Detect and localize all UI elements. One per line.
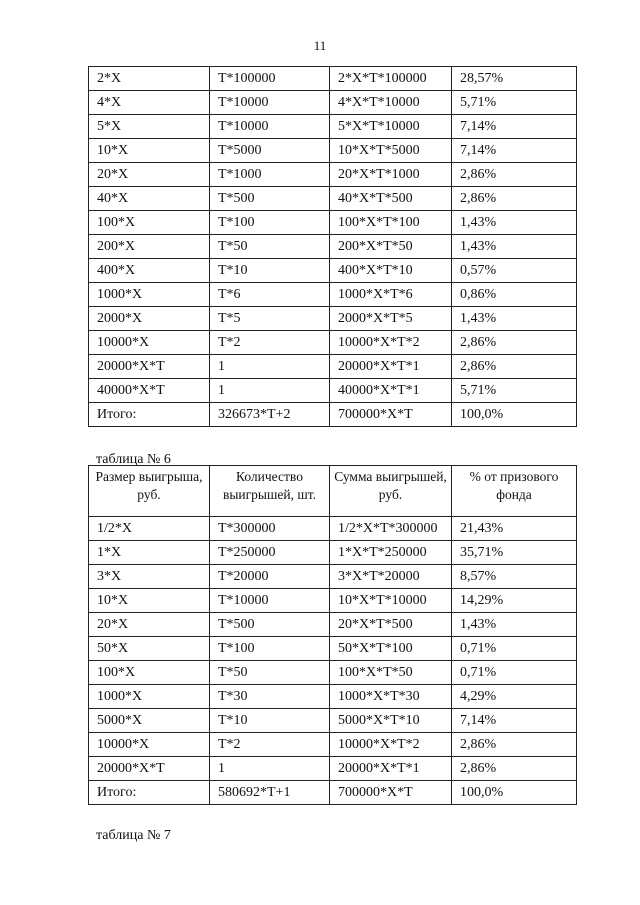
cell-prize-sum: 20*X*T*500 xyxy=(330,613,452,637)
table-row xyxy=(89,781,577,805)
cell-fund-percent: 0,71% xyxy=(452,637,577,661)
cell-prize-size: 10*X xyxy=(89,139,210,163)
cell-fund-percent: 21,43% xyxy=(452,517,577,541)
cell-prize-sum: 700000*X*T xyxy=(330,781,452,805)
table-row xyxy=(89,307,577,331)
cell-prize-size: Итого: xyxy=(89,403,210,427)
column-header-prize-size: Размер выигрыша, руб. xyxy=(89,466,210,517)
cell-prize-sum: 20*X*T*1000 xyxy=(330,163,452,187)
cell-fund-percent: 7,14% xyxy=(452,709,577,733)
table-row xyxy=(89,685,577,709)
cell-prize-count: T*50 xyxy=(210,235,330,259)
table-row xyxy=(89,259,577,283)
cell-prize-sum: 10*X*T*10000 xyxy=(330,589,452,613)
column-header-fund-percent: % от призового фонда xyxy=(452,466,577,517)
cell-fund-percent: 2,86% xyxy=(452,331,577,355)
cell-prize-sum: 10000*X*T*2 xyxy=(330,331,452,355)
cell-prize-size: 1000*X xyxy=(89,283,210,307)
table-row xyxy=(89,67,577,91)
cell-prize-size: 100*X xyxy=(89,211,210,235)
cell-prize-sum: 2000*X*T*5 xyxy=(330,307,452,331)
cell-prize-count: 1 xyxy=(210,355,330,379)
cell-fund-percent: 8,57% xyxy=(452,565,577,589)
cell-prize-sum: 50*X*T*100 xyxy=(330,637,452,661)
cell-prize-size: 20*X xyxy=(89,163,210,187)
cell-prize-sum: 100*X*T*50 xyxy=(330,661,452,685)
table-row xyxy=(89,637,577,661)
cell-prize-sum: 10*X*T*5000 xyxy=(330,139,452,163)
table-row xyxy=(89,541,577,565)
cell-fund-percent: 1,43% xyxy=(452,613,577,637)
cell-prize-count: T*10 xyxy=(210,259,330,283)
cell-prize-sum: 200*X*T*50 xyxy=(330,235,452,259)
cell-prize-sum: 40*X*T*500 xyxy=(330,187,452,211)
cell-prize-count: 1 xyxy=(210,757,330,781)
table-row xyxy=(89,517,577,541)
table-row xyxy=(89,403,577,427)
cell-prize-size: 5*X xyxy=(89,115,210,139)
cell-prize-count: 1 xyxy=(210,379,330,403)
table-row xyxy=(89,379,577,403)
cell-prize-count: T*20000 xyxy=(210,565,330,589)
cell-prize-count: T*2 xyxy=(210,331,330,355)
table-row xyxy=(89,613,577,637)
table-row xyxy=(89,139,577,163)
cell-prize-sum: 20000*X*T*1 xyxy=(330,757,452,781)
cell-fund-percent: 5,71% xyxy=(452,91,577,115)
cell-prize-count: T*500 xyxy=(210,613,330,637)
prize-table-continued-body xyxy=(89,67,577,427)
cell-prize-sum: 3*X*T*20000 xyxy=(330,565,452,589)
cell-fund-percent: 7,14% xyxy=(452,115,577,139)
cell-fund-percent: 0,57% xyxy=(452,259,577,283)
cell-prize-size: 50*X xyxy=(89,637,210,661)
cell-prize-count: T*10000 xyxy=(210,589,330,613)
cell-prize-size: 200*X xyxy=(89,235,210,259)
cell-prize-size: 10000*X xyxy=(89,331,210,355)
cell-prize-count: T*5000 xyxy=(210,139,330,163)
cell-prize-size: Итого: xyxy=(89,781,210,805)
cell-prize-count: T*2 xyxy=(210,733,330,757)
cell-prize-size: 100*X xyxy=(89,661,210,685)
cell-prize-count: T*250000 xyxy=(210,541,330,565)
table-row xyxy=(89,757,577,781)
table-row xyxy=(89,355,577,379)
table-row xyxy=(89,709,577,733)
prize-table-6 xyxy=(88,465,577,805)
table-row xyxy=(89,661,577,685)
cell-prize-size: 20000*X*T xyxy=(89,757,210,781)
table-row xyxy=(89,283,577,307)
cell-prize-count: 326673*T+2 xyxy=(210,403,330,427)
table-row xyxy=(89,589,577,613)
cell-prize-size: 10*X xyxy=(89,589,210,613)
cell-prize-sum: 5*X*T*10000 xyxy=(330,115,452,139)
cell-fund-percent: 100,0% xyxy=(452,403,577,427)
cell-prize-count: T*30 xyxy=(210,685,330,709)
cell-prize-count: T*10000 xyxy=(210,115,330,139)
cell-prize-size: 5000*X xyxy=(89,709,210,733)
cell-prize-sum: 400*X*T*10 xyxy=(330,259,452,283)
cell-prize-size: 2*X xyxy=(89,67,210,91)
cell-prize-size: 1/2*X xyxy=(89,517,210,541)
cell-prize-count: T*10 xyxy=(210,709,330,733)
table-row xyxy=(89,235,577,259)
page-number: 11 xyxy=(313,38,327,53)
cell-prize-sum: 1/2*X*T*300000 xyxy=(330,517,452,541)
cell-prize-sum: 1000*X*T*6 xyxy=(330,283,452,307)
cell-prize-size: 1*X xyxy=(89,541,210,565)
table-6-caption: таблица № 6 xyxy=(96,452,171,467)
cell-prize-size: 400*X xyxy=(89,259,210,283)
cell-prize-sum: 4*X*T*10000 xyxy=(330,91,452,115)
cell-prize-sum: 1000*X*T*30 xyxy=(330,685,452,709)
cell-prize-size: 4*X xyxy=(89,91,210,115)
cell-fund-percent: 2,86% xyxy=(452,355,577,379)
cell-fund-percent: 100,0% xyxy=(452,781,577,805)
cell-prize-count: T*50 xyxy=(210,661,330,685)
table-row xyxy=(89,565,577,589)
cell-fund-percent: 0,71% xyxy=(452,661,577,685)
cell-fund-percent: 1,43% xyxy=(452,211,577,235)
cell-fund-percent: 0,86% xyxy=(452,283,577,307)
cell-prize-count: T*10000 xyxy=(210,91,330,115)
cell-fund-percent: 28,57% xyxy=(452,67,577,91)
cell-prize-count: T*500 xyxy=(210,187,330,211)
cell-fund-percent: 7,14% xyxy=(452,139,577,163)
table-row xyxy=(89,733,577,757)
table-row xyxy=(89,163,577,187)
cell-fund-percent: 14,29% xyxy=(452,589,577,613)
table-7-caption: таблица № 7 xyxy=(96,828,171,843)
cell-prize-size: 40000*X*T xyxy=(89,379,210,403)
cell-fund-percent: 2,86% xyxy=(452,163,577,187)
cell-fund-percent: 5,71% xyxy=(452,379,577,403)
table-row xyxy=(89,91,577,115)
table-row xyxy=(89,331,577,355)
table-row xyxy=(89,211,577,235)
cell-prize-size: 40*X xyxy=(89,187,210,211)
cell-prize-sum: 40000*X*T*1 xyxy=(330,379,452,403)
cell-prize-size: 2000*X xyxy=(89,307,210,331)
cell-prize-sum: 100*X*T*100 xyxy=(330,211,452,235)
cell-prize-sum: 2*X*T*100000 xyxy=(330,67,452,91)
cell-prize-count: T*6 xyxy=(210,283,330,307)
cell-fund-percent: 2,86% xyxy=(452,757,577,781)
cell-prize-count: T*100000 xyxy=(210,67,330,91)
cell-fund-percent: 1,43% xyxy=(452,235,577,259)
cell-fund-percent: 1,43% xyxy=(452,307,577,331)
cell-prize-count: T*5 xyxy=(210,307,330,331)
table-row xyxy=(89,115,577,139)
column-header-prize-count: Количество выигрышей, шт. xyxy=(210,466,330,517)
cell-prize-sum: 20000*X*T*1 xyxy=(330,355,452,379)
cell-prize-size: 20*X xyxy=(89,613,210,637)
cell-prize-sum: 10000*X*T*2 xyxy=(330,733,452,757)
cell-prize-size: 20000*X*T xyxy=(89,355,210,379)
table-header-row xyxy=(89,466,577,517)
cell-prize-size: 3*X xyxy=(89,565,210,589)
table-row xyxy=(89,187,577,211)
cell-prize-count: T*1000 xyxy=(210,163,330,187)
cell-prize-count: T*100 xyxy=(210,637,330,661)
column-header-prize-sum: Сумма выигрышей, руб. xyxy=(330,466,452,517)
cell-fund-percent: 4,29% xyxy=(452,685,577,709)
cell-prize-size: 1000*X xyxy=(89,685,210,709)
cell-prize-count: 580692*T+1 xyxy=(210,781,330,805)
prize-table-6-body xyxy=(89,517,577,805)
cell-prize-size: 10000*X xyxy=(89,733,210,757)
cell-prize-count: T*300000 xyxy=(210,517,330,541)
cell-fund-percent: 2,86% xyxy=(452,733,577,757)
cell-prize-sum: 5000*X*T*10 xyxy=(330,709,452,733)
cell-prize-count: T*100 xyxy=(210,211,330,235)
cell-fund-percent: 35,71% xyxy=(452,541,577,565)
cell-fund-percent: 2,86% xyxy=(452,187,577,211)
cell-prize-sum: 700000*X*T xyxy=(330,403,452,427)
cell-prize-sum: 1*X*T*250000 xyxy=(330,541,452,565)
prize-table-continued xyxy=(88,66,577,427)
